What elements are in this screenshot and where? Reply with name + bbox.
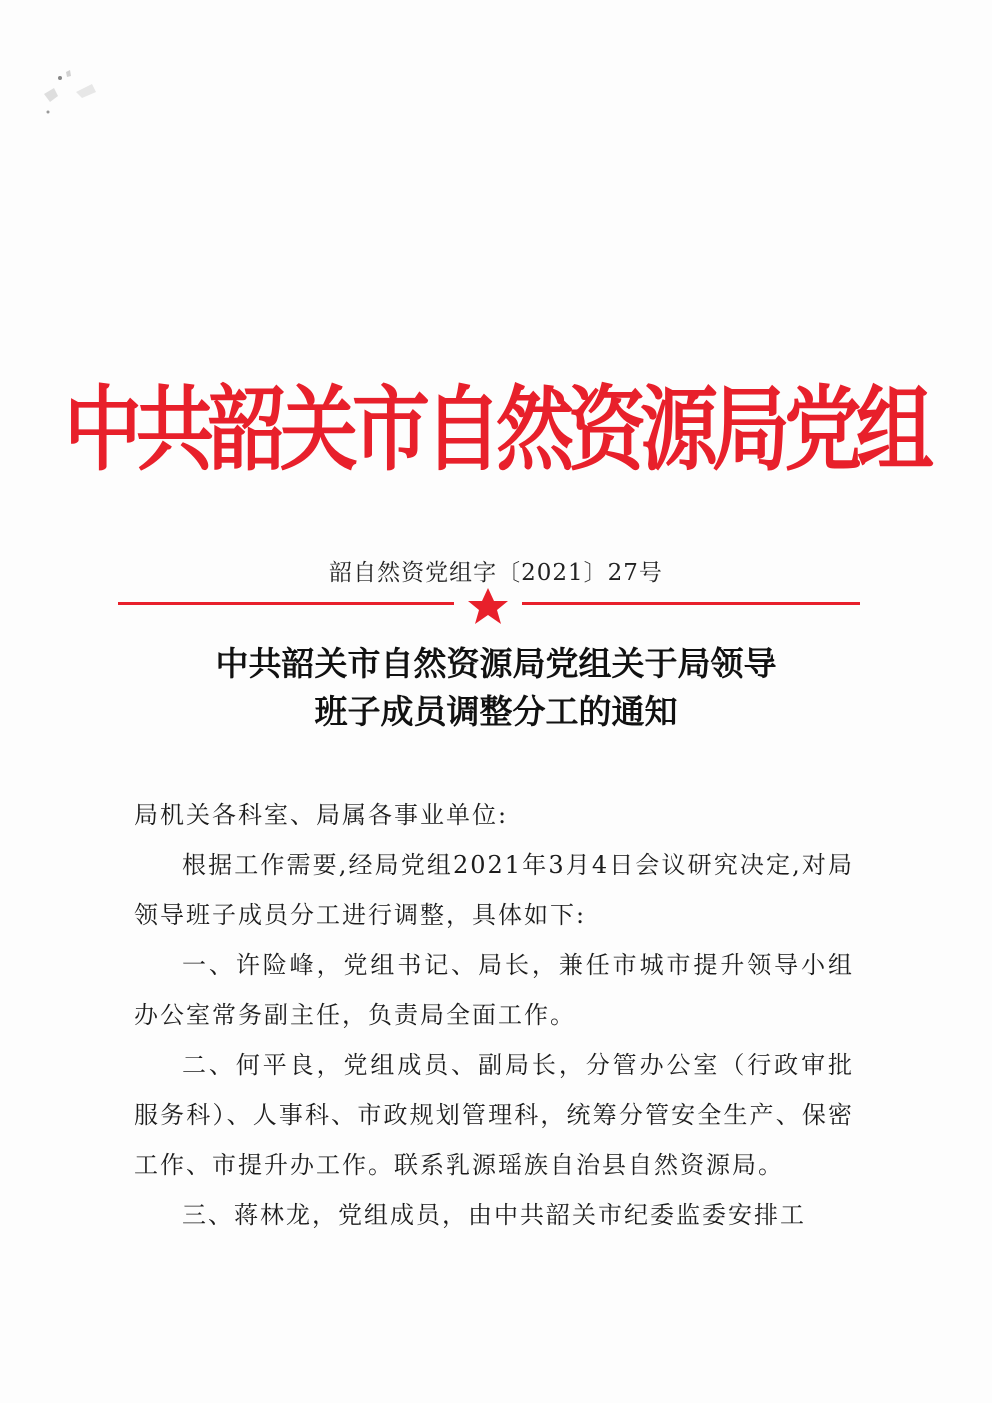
document-number: 韶自然资党组字〔2021〕27号 <box>329 560 663 586</box>
red-divider-with-star <box>118 588 860 628</box>
masthead-title: 中共韶关市自然资源局党组 <box>63 377 928 485</box>
notice-body <box>134 790 854 1240</box>
title-line-1: 中共韶关市自然资源局党组关于局领导 <box>215 644 777 683</box>
paragraph-item-3: 三、蒋林龙，党组成员，由中共韶关市纪委监委安排工 <box>182 1201 806 1229</box>
paragraph-item-1: 一、许险峰，党组书记、局长，兼任市城市提升领导小组办公室常务副主任，负责局全面工作。 <box>134 951 854 1029</box>
notice-title <box>0 640 992 736</box>
paragraph-item-2: 二、何平良，党组成员、副局长，分管办公室（行政审批服务科）、人事科、市政规划管理科，统筹分管安全生产、保密工作、市提升办工作。联系乳源瑶族自治县自然资源局。 <box>134 1051 854 1179</box>
paragraph-intro: 根据工作需要,经局党组2021年3月4日会议研究决定,对局领导班子成员分工进行调整，具体如下: <box>134 851 854 929</box>
scan-artifact-mark <box>36 62 106 122</box>
title-line-2: 班子成员调整分工的通知 <box>314 692 678 731</box>
salutation: 局机关各科室、局属各事业单位: <box>134 801 509 829</box>
star-icon <box>468 588 508 624</box>
